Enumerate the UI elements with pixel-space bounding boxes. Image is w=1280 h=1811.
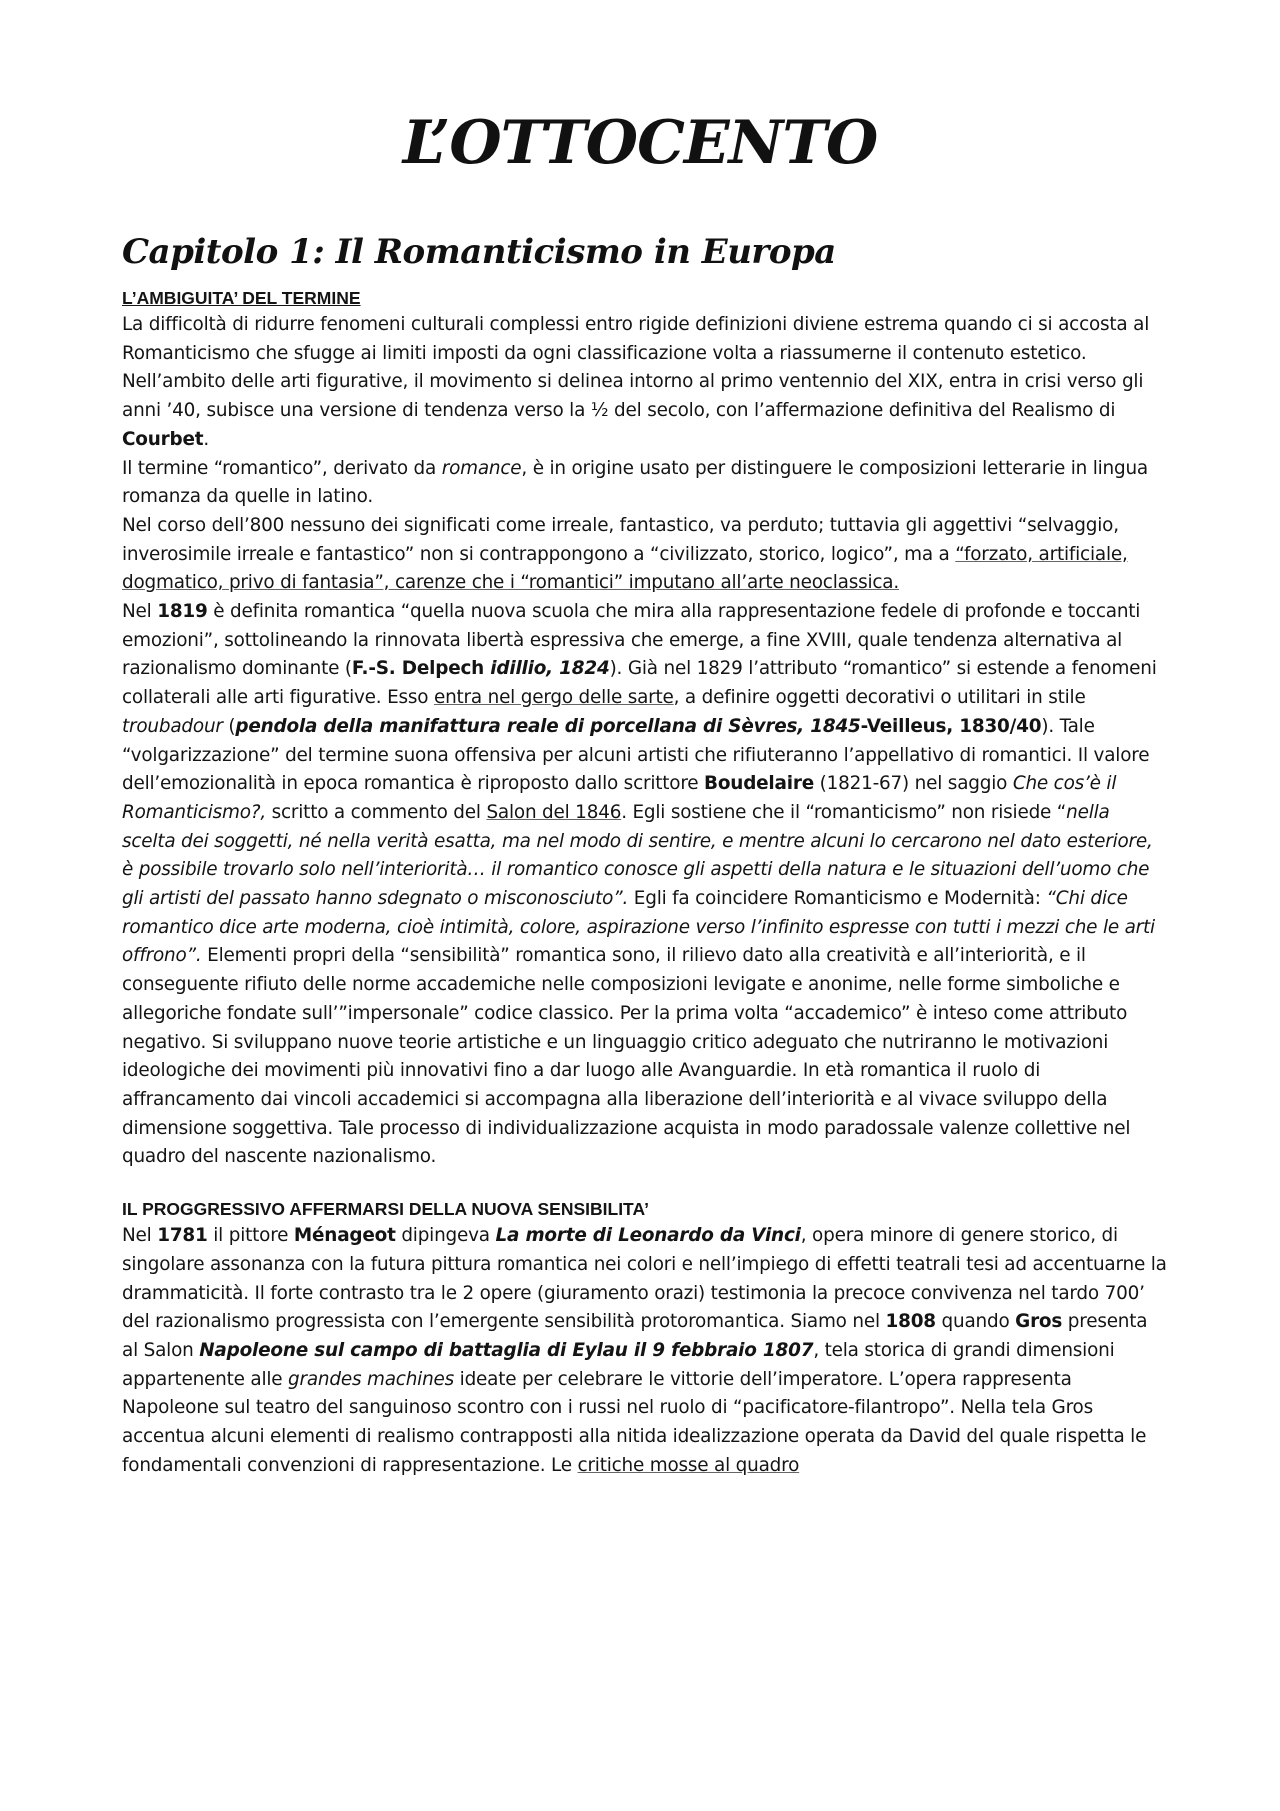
text-run: “forzato, artificiale, dogmatico, privo di fantasia”, carenze che i “romantici” imputano all’arte neoclassica. — [122, 543, 1128, 594]
text-run: -Veilleus, 1830/40 — [860, 715, 1042, 737]
text-run: , a definire oggetti decorativi o utilitari in stile — [673, 687, 1086, 709]
text-run: La morte di Leonardo da Vinci — [495, 1225, 801, 1247]
paragraph — [122, 1222, 1167, 1480]
text-run: romance — [441, 457, 522, 479]
section-heading-ambiguita: L’AMBIGUITA’ DEL TERMINE — [122, 288, 361, 308]
document-title: L’OTTOCENTO — [402, 108, 878, 178]
text-run: F.-S. Delpech — [351, 658, 491, 680]
document-body — [122, 285, 1167, 1480]
text-run: Salon del 1846 — [486, 801, 622, 823]
text-run: ( — [222, 715, 236, 737]
text-run: . — [203, 428, 209, 450]
text-run: ). Già nel 1829 l’attributo “romantico” si estende a fenomeni collaterali alle arti figurative. Esso — [122, 658, 1157, 709]
text-run: . Egli sostiene che il “romanticismo” non risiede “ — [621, 801, 1067, 823]
text-run: è definita romantica “quella nuova scuola che mira alla rappresentazione fedele di profonde e toccanti emozioni”, sottolineando la rinnovata libertà espressiva che emerge, a fine XVIII, quale tendenza alternativa al razionalismo dominante ( — [122, 601, 1141, 680]
paragraph — [122, 598, 1167, 1172]
paragraph-spacer — [122, 1172, 1167, 1196]
text-run: , tela storica di grandi dimensioni appartenente alle — [122, 1339, 1115, 1390]
paragraph — [122, 512, 1167, 598]
text-run: 1808 — [885, 1311, 936, 1333]
text-run: Gros — [1015, 1311, 1063, 1333]
text-run: , opera minore di genere storico, di singolare assonanza con la futura pittura romantica nei colori e nell’impiego di effetti teatrali tesi ad accentuarne la drammaticità. Il forte contrasto tra le 2 opere (giuramento orazi) testimonia la precoce convivenza nel tardo 700’ del razionalismo progressista con l’emergente sensibilità protoromantica. Siamo nel — [122, 1225, 1167, 1333]
text-run: 1781 — [157, 1225, 208, 1247]
text-run: troubadour — [122, 715, 223, 737]
text-run: “Chi dice romantico dice arte moderna, cioè intimità, colore, aspirazione verso l’infinito espresse con tutti i mezzi che le arti offrono”. — [122, 888, 1155, 967]
text-run: Il termine “romantico”, derivato da — [122, 457, 442, 479]
text-run: critiche mosse al quadro — [577, 1454, 800, 1476]
text-run: (1821-67) nel saggio — [814, 773, 1013, 795]
text-run: nella scelta dei soggetti, né nella verità esatta, ma nel modo di sentire, e mentre alcuni lo cercarono nel dato esteriore, è possibile trovarlo solo nell’interiorità… il romantico conosce gli aspetti della natura e le situazioni dell’uomo che gli artisti del passato hanno sdegnato o misconosciuto”. — [122, 801, 1153, 910]
text-run: Napoleone sul campo di battaglia di Eylau il 9 febbraio 1807 — [199, 1339, 814, 1361]
text-run: scritto a commento del — [265, 801, 487, 823]
text-run: Nel — [122, 1225, 158, 1247]
text-run: 1819 — [157, 601, 208, 623]
text-run: Che cos’è il Romanticismo?, — [122, 773, 1117, 823]
text-run: La difficoltà di ridurre fenomeni culturali complessi entro rigide definizioni diviene estrema quando ci si accosta al Romanticismo che sfugge ai limiti imposti da ogni classificazione volta a riassumerne il contenuto estetico. Nell’ambito delle arti figurative, il movimento si delinea intorno al primo ventennio del XIX, entra in crisi verso gli anni ’40, subisce una versione di tendenza verso la ½ del secolo, con l’affermazione definitiva del Realismo di — [122, 314, 1150, 422]
text-run: dipingeva — [395, 1225, 496, 1247]
section-heading-sensibilita: IL PROGGRESSIVO AFFERMARSI DELLA NUOVA SENSIBILITA’ — [122, 1199, 649, 1220]
text-run: presenta al Salon — [122, 1311, 1148, 1361]
text-run: il pittore — [207, 1225, 294, 1247]
text-run: Nel — [122, 601, 158, 623]
text-run: quando — [935, 1311, 1016, 1333]
text-run: entra nel gergo delle sarte — [433, 687, 674, 709]
text-run: , è in origine usato per distinguere le composizioni letterarie in lingua romanza da quelle in latino. — [122, 457, 1149, 508]
paragraph — [122, 455, 1167, 512]
text-run: pendola della manifattura reale di porcellana di Sèvres, 1845 — [235, 715, 861, 737]
text-run: Ménageot — [293, 1225, 396, 1247]
text-run: ideate per celebrare le vittorie dell’imperatore. L’opera rappresenta Napoleone sul teatro del sanguinoso scontro con i russi nel ruolo di “pacificatore-filantropo”. Nella tela Gros accentua alcuni elementi di realismo contrapposti alla nitida idealizzazione operata da David del quale rispetta le fondamentali convenzioni di rappresentazione. Le — [122, 1368, 1147, 1476]
text-run: grandes machines — [288, 1368, 455, 1390]
text-run: ). Tale “volgarizzazione” del termine suona offensiva per alcuni artisti che rifiuteranno l’appellativo di romantici. Il valore dell’emozionalità in epoca romantica è riproposto dallo scrittore — [122, 715, 1150, 795]
paragraph — [122, 311, 1167, 455]
text-run: Nel corso dell’800 nessuno dei significati come irreale, fantastico, va perduto; tuttavia gli aggettivi “selvaggio, inverosimile irreale e fantastico” non si contrappongono a “civilizzato, storico, logico”, ma a — [122, 514, 1119, 565]
text-run: Courbet — [122, 428, 204, 450]
text-run: Elementi propri della “sensibilità” romantica sono, il rilievo dato alla creatività e all’interiorità, e il conseguente rifiuto delle norme accademiche nelle composizioni levigate e anonime, nelle forme simboliche e allegoriche fondate sull’”impersonale” codice classico. Per la prima volta “accademico” è inteso come attributo negativo. Si sviluppano nuove teorie artistiche e un linguaggio critico adeguato che nutriranno le motivazioni ideologiche dei movimenti più innovativi fino a dar luogo alle Avanguardie. In età romantica il ruolo di affrancamento dai vincoli accademici si accompagna alla liberazione dell’interiorità e al vivace sviluppo della dimensione soggettiva. Tale processo di individualizzazione acquista in modo paradossale valenze collettive nel quadro del nascente nazionalismo. — [122, 945, 1131, 1168]
chapter-heading: Capitolo 1: Il Romanticismo in Europa — [122, 232, 836, 272]
text-run: idillio, 1824 — [490, 658, 610, 680]
text-run: Boudelaire — [704, 773, 814, 795]
text-run: Egli fa coincidere Romanticismo e Modernità: — [628, 888, 1047, 910]
